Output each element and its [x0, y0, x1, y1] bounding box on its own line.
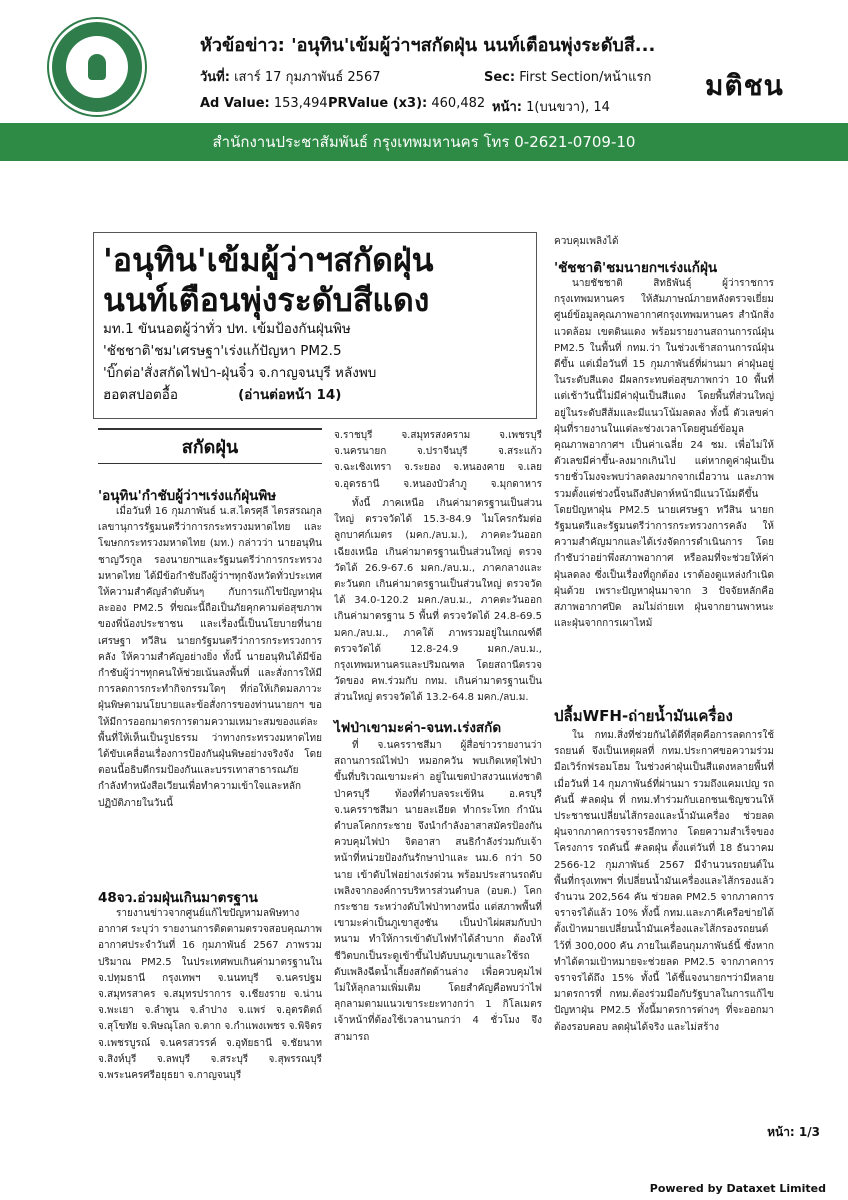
page-number: หน้า: 1/3 [767, 1125, 820, 1139]
subhead-chadchart: 'ชัชชาติ'ชมนายกฯเร่งแก้ฝุ่น [554, 260, 718, 276]
news-title: หัวข้อข่าว: 'อนุทิน'เข้มผู้ว่าฯสกัดฝุ่น นนท์เตือนพุ่งระดับสี... [200, 35, 656, 56]
ad-value: Ad Value: 153,494 [200, 96, 328, 111]
publication-masthead: มติชน [705, 69, 784, 102]
page-ref: หน้า: 1(บนขวา), 14 [492, 100, 610, 115]
subhead-forest-fire: ไฟป่าเขามะค่า-จนท.เร่งสกัด [334, 720, 502, 736]
subhead-anutin: 'อนุทิน'กำชับผู้ว่าฯเร่งแก้ฝุ่นพิษ [98, 488, 277, 504]
column-2-fire: ที่ จ.นครราชสีมา ผู้สื่อข่าวรายงานว่า สถานการณ์ไฟป่า หมอกควัน พบเกิดเหตุไฟป่าขึ้นที่บริเวณเขามะค่า อยู่ในเขตป่าสงวนแห่งชาติป่าครบุรี ท้องที่ตำบลจระเข้หิน อ.ครบุรี จ.นครราชสีมา นายละเอียด ทำกระโทก กำนันตำบลโคกกระชาย จึงนำกำลังอาสาสมัครป้องกันควบคุมไฟป่า จิตอาสา สนธิกำลังร่วมกับเจ้าหน้าที่หน่วยป้องกันรักษาป่าและ นม.6 กว่า 50 นาย เข้าดับไฟอย่างเร่งด่วน พร้อมประสานรถดับเพลิงจากองค์การบริหารส่วนตำบล (อบต.) โคกกระชาย ระหว่างดับไฟป่าทางหนึ่ง แต่สภาพพื้นที่เขามะค่าเป็นภูเขาสูงชัน เป็นป่าไผ่ผสมกับป่าหนาม ทำให้การเข้าดับไฟทำได้ลำบาก ต้องให้ชีวิตบกเป็นระดูเข้าขึ้นไปดับบนภูเขาและใช้รถดับเพลิงฉีดน้ำเลี้ยงสกัดด้านล่าง เพื่อควบคุมไฟไม่ให้ลุกลามเพิ่มเติม โดยสำคัญคือพบว่าไฟลุกลามตามแนวเขาระยะทางกว่า 1 กิโลเมตร เจ้าหน้าที่ต้องใช้เวลานานกว่า 4 ชั่วโมง จึงสามารถ [334, 740, 542, 1043]
agency-bar: สำนักงานประชาสัมพันธ์ กรุงเทพมหานคร โทร 0-2621-0709-10 [0, 123, 848, 161]
column-3-wfh: ใน กทม.สิ่งที่ช่วยกันได้ดีที่สุดคือการลดการใช้รถยนต์ จึงเป็นเหตุผลที่ กทม.ประกาศขอความร่วมมือเวิร์กฟรอมโฮม ในช่วงค่าฝุ่นเป็นสีแดงหลายพื้นที่เมื่อวันที่ 14 กุมภาพันธ์ที่ผ่านมา รวมถึงแคมเปญ รถคันนี้ #ลดฝุ่น ที่ กทม.ทำร่วมกับเอกชนเชิญชวนให้ประชาชนเปลี่ยนไส้กรองและน้ำมันเครื่อง ช่วยลดฝุ่นจากภาคการจราจรอีกทาง โดยความสำเร็จของโครงการ รถคันนี้ #ลดฝุ่น ตั้งแต่วันที่ 18 ธันวาคม 2566-12 กุมภาพันธ์ 2567 มีจำนวนรถยนต์ในพื้นที่กรุงเทพฯ ที่เปลี่ยนน้ำมันเครื่องและไส้กรองแล้ว จำนวน 202,564 คัน ช่วยลด PM2.5 จากภาคการจราจรได้แล้ว 10% ทั้งนี้ กทม.และภาคีเครือข่ายได้ตั้งเป้าหมายเปลี่ยนน้ำมันเครื่องและไส้กรองรถยนต์ไว้ที่ 300,000 คัน ภายในเดือนกุมภาพันธ์นี้ ซึ่งหากทำได้ตามเป้าหมายจะช่วยลด PM2.5 จากภาคการจราจรได้ถึง 15% ทั้งนี้ ได้ชี้แจงนายกฯว่ามีหลายมาตรการที่ กทม.ต้องร่วมมือกับรัฐบาลในการแก้ไขปัญหาฝุ่น PM2.5 ทั้งนี้มาตรการต่างๆ ที่จะออกมาต้องรอบคอบ ลดฝุ่นได้จริง และไม่สร้าง [554, 730, 774, 1033]
subhead-wfh: ปลื้มWFH-ถ่ายน้ำมันเครื่อง [554, 707, 733, 725]
column-1-top: เมื่อวันที่ 16 กุมภาพันธ์ น.ส.ไตรศุลี ไตรสรณกุล เลขานุการรัฐมนตรีว่าการกระทรวงมหาดไทย และโฆษกกระทรวงมหาดไทย (มท.) กล่าวว่า นายอนุทิน ชาญวีรกูล รองนายกฯและรัฐมนตรีว่าการกระทรวงมหาดไทย ได้มีข้อกำชับถึงผู้ว่าฯทุกจังหวัดทั่วประเทศให้ความสำคัญลำดับต้นๆ กับการแก้ไขปัญหาฝุ่นละออง PM2.5 ที่ขณะนี้ถือเป็นภัยคุกคามต่อสุขภาพของพี่น้องประชาชน และเรื่องนี้เป็นนโยบายที่นายเศรษฐา ทวีสิน นายกรัฐมนตรีว่าการกระทรวงการคลัง ให้ความสำคัญอย่างยิ่ง ทั้งนี้ นายอนุทินได้มีข้อกำชับผู้ว่าฯทุกคนให้ช่วยเน้นลงพื้นที่ และสั่งการให้มีการลดการกระทำกิจกรรมใดๆ ที่ก่อให้เกิดมลภาวะฝุ่นพิษตามนโยบายและข้อสั่งการของท่านนายกฯ ขอให้มีการออกมาตรการตามความเหมาะสมของแต่ละพื้นที่ให้เห็นเป็นรูปธรรม ว่าทางกระทรวงมหาดไทยได้ขับเคลื่อนเรื่องการป้องกันฝุ่นพิษอย่างจริงจัง โดยตอนนี้อธิบดีกรมป้องกันและบรรเทาสาธารณภัย กำลังทำหนังสือเวียนเพื่อทำความเข้าใจและหลักปฏิบัติภายในวันนี้ [98, 506, 322, 809]
column-2-provinces: จ.ราชบุรี จ.สมุทรสงคราม จ.เพชรบุรี จ.นครนายก จ.ปราจีนบุรี จ.สระแก้ว จ.ฉะเชิงเทรา จ.ระยอง จ.หนองคาย จ.เลย จ.อุดรธานี จ.หนองบัวลำภู จ.มุกดาหาร [334, 430, 542, 490]
article-subheads: มท.1 ขันนอตผู้ว่าทั่ว ปท. เข้มป้องกันฝุ่นพิษ 'ชัชชาติ'ชม'เศรษฐา'เร่งแก้ปัญหา PM2.5 'บิ๊กต่อ'สั่งสกัดไฟป่า-ฝุ่นจิ๋ว จ.กาญจนบุรี หลังพบ ฮอตสปอตอื้อ (อ่านต่อหน้า 14) [103, 321, 377, 403]
section-row: Sec: First Section/หน้าแรก [484, 70, 652, 85]
column-3-continuation: ควบคุมเพลิงได้ [554, 236, 619, 247]
bma-seal-logo-icon [52, 22, 142, 112]
column-1-bottom: รายงานข่าวจากศูนย์แก้ไขปัญหามลพิษทางอากาศ ระบุว่า รายงานการติดตามตรวจสอบคุณภาพอากาศประจำวันที่ 16 กุมภาพันธ์ 2567 ภาพรวมปริมาณ PM2.5 ในประเทศพบเกินค่ามาตรฐานใน จ.ปทุมธานี กรุงเทพฯ จ.นนทบุรี จ.นครปฐม จ.สมุทรสาคร จ.สมุทรปราการ จ.เชียงราย จ.น่าน จ.พะเยา จ.ลำพูน จ.ลำปาง จ.แพร่ จ.อุตรดิตถ์ จ.สุโขทัย จ.พิษณุโลก จ.ตาก จ.กำแพงเพชร จ.พิจิตร จ.เพชรบูรณ์ จ.นครสวรรค์ จ.อุทัยธานี จ.ชัยนาท จ.สิงห์บุรี จ.ลพบุรี จ.สระบุรี จ.สุพรรณบุรี จ.พระนครศรีอยุธยา จ.กาญจนบุรี [98, 908, 322, 1082]
column-3-chadchart: นายชัชชาติ สิทธิพันธุ์ ผู้ว่าราชการกรุงเทพมหานคร ให้สัมภาษณ์ภายหลังตรวจเยี่ยมศูนย์ข้อมูลคุณภาพอากาศกรุงเทพมหานคร สำนักสิ่งแวดล้อม เขตดินแดง พร้อมรายงานสถานการณ์ฝุ่น PM2.5 ในพื้นที่ กทม.ว่า ในช่วงเช้าสถานการณ์ฝุ่นดีขึ้น แต่เมื่อวันที่ 15 กุมภาพันธ์ที่ผ่านมา ค่าฝุ่นอยู่ในระดับสีแดง มีผลกระทบต่อสุขภาพกว่า 10 พื้นที่ แต่เช้าวันนี้ไม่มีค่าฝุ่นเป็นสีแดง โดยพื้นที่ส่วนใหญ่อยู่ในระดับสีส้มและมีแนวโน้มลดลง ทั้งนี้ ตัวเลขค่าฝุ่นที่รายงานในแต่ละช่วงเวลาโดยศูนย์ข้อมูลคุณภาพอากาศฯ เป็นค่าเฉลี่ย 24 ชม. เพื่อไม่ให้ตัวเลขมีค่าขึ้น-ลงมากเกินไป แต่หากดูค่าฝุ่นเป็นรายชั่วโมงจะพบว่าลดลงมากจากเมื่อวาน และภาพรวมตั้งแต่ช่วงนี้จนถึงสัปดาห์หน้ามีแนวโน้มดีขึ้น โดยปัญหาฝุ่น PM2.5 นายเศรษฐา ทวีสิน นายกรัฐมนตรีและรัฐมนตรีว่าการกระทรวงการคลัง ให้ความสำคัญมากและได้เร่งจัดการดำเนินการ โดยกำชับว่าอย่าพึ่งสภาพอากาศ หรือลมที่จะช่วยให้ค่าฝุ่นลดลง ซึ่งเป็นเรื่องที่ถูกต้อง เราต้องดูแหล่งกำเนิดฝุ่นด้วย เพราะปัญหาฝุ่นมาจาก 3 ปัจจัยหลักคือ สภาพอากาศปิด ลมไม่ถ่ายเท ฝุ่นจากยานพาหนะ และฝุ่นจากการเผาไหม้ [554, 278, 774, 630]
column-2-regions: ทั้งนี้ ภาคเหนือ เกินค่ามาตรฐานเป็นส่วนใหญ่ ตรวจวัดได้ 15.3-84.9 ไมโครกรัมต่อลูกบาศก์เมตร (มคก./ลบ.ม.), ภาคตะวันออกเฉียงเหนือ เกินค่ามาตรฐานเป็นส่วนใหญ่ ตรวจวัดได้ 26.9-67.6 มคก./ลบ.ม., ภาคกลางและตะวันตก เกินค่ามาตรฐานเป็นส่วนใหญ่ ตรวจวัดได้ 34.0-120.2 มคก./ลบ.ม., ภาคตะวันออก เกินค่ามาตรฐาน 5 พื้นที่ ตรวจวัดได้ 24.8-69.5 มคก./ลบ.ม., ภาคใต้ ภาพรวมอยู่ในเกณฑ์ดี ตรวจวัดได้ 12.8-24.9 มคก./ลบ.ม., กรุงเทพมหานครและปริมณฑล โดยสถานีตรวจวัดของ คพ.ร่วมกับ กทม. เกินค่ามาตรฐานเป็นส่วนใหญ่ ตรวจวัดได้ 13.2-64.8 มคก./ลบ.ม. [334, 498, 542, 704]
date-row: วันที่: เสาร์ 17 กุมภาพันธ์ 2567 [200, 70, 381, 85]
clipping-header [0, 0, 848, 165]
powered-by: Powered by Dataxet Limited [649, 1182, 826, 1195]
kicker-label: สกัดฝุ่น [181, 437, 239, 458]
pr-value: PRValue (x3): 460,482 [328, 96, 486, 111]
article-headline: 'อนุทิน'เข้มผู้ว่าฯสกัดฝุ่น นนท์เตือนพุ่งระดับสีแดง [103, 241, 434, 319]
subhead-48-provinces: 48จว.อ่วมฝุ่นเกินมาตรฐาน [98, 890, 258, 906]
